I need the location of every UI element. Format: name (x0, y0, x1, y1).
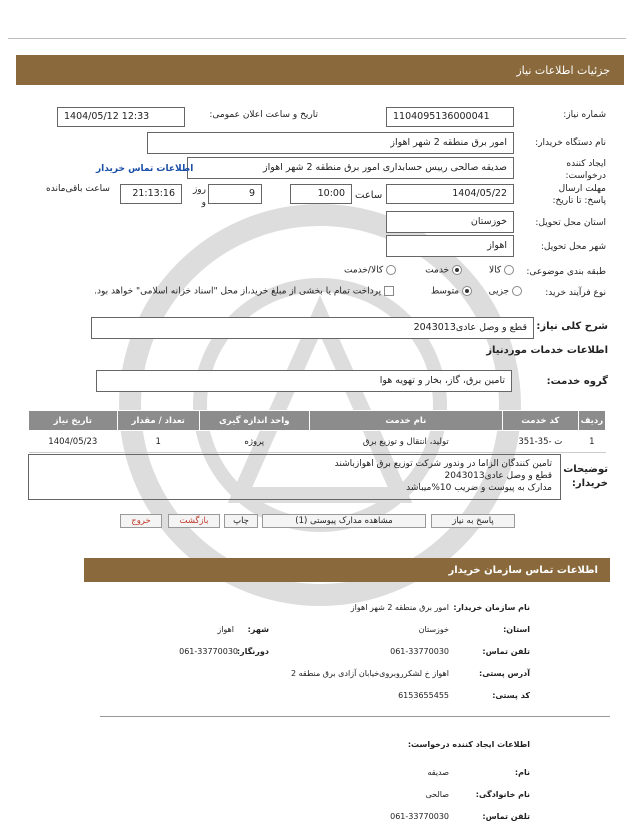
contact-postal-value: 6153655455 (398, 691, 449, 700)
table-header-row (29, 411, 606, 431)
summary-label: شرح کلی نیاز: (536, 321, 608, 332)
contact-divider (100, 716, 610, 717)
contact-fax-label: دورنگار: (236, 647, 269, 656)
col-service-name: نام خدمت (309, 411, 502, 431)
contact-phone-label: تلفن تماس: (482, 647, 530, 656)
view-attachments-button[interactable]: مشاهده مدارک پیوستی (1) (262, 514, 426, 528)
creator-info-title: اطلاعات ایجاد کننده درخواست: (407, 740, 530, 749)
category-label: طبقه بندی موضوعی: (526, 267, 606, 277)
deadline-time-field: 10:00 (290, 184, 352, 204)
province-label: استان محل تحویل: (535, 218, 606, 228)
contact-city-value: اهواز (217, 625, 234, 634)
cell-unit: پروژه (199, 431, 309, 453)
days-field: 9 (208, 184, 262, 204)
buyer-note-line: قطع و وصل عادی2043013 (444, 471, 552, 481)
contact-section-header (84, 558, 610, 582)
need-number-field: 1104095136000041 (386, 107, 514, 127)
contact-section-title: اطلاعات تماس سازمان خریدار (448, 565, 598, 576)
days-label: روز و (192, 185, 206, 208)
radio-icon (504, 265, 514, 275)
deadline-date-field: 1404/05/22 (386, 184, 514, 204)
category-option-service[interactable]: خدمت (425, 265, 462, 276)
contact-address-value: اهواز خ لشکرروبروی‌خیابان آزادی برق منطقه 2 (291, 669, 449, 678)
deadline-time-label: ساعت (355, 190, 383, 201)
buyer-notes-box (28, 454, 561, 500)
services-table (28, 410, 606, 453)
contact-address-label: آدرس پستی: (479, 669, 530, 678)
process-label: نوع فرآیند خرید: (545, 288, 606, 298)
radio-icon (512, 286, 522, 296)
city-field: اهواز (386, 235, 514, 257)
buyer-field: امور برق منطقه 2 شهر اهواز (147, 132, 514, 154)
announce-field: 1404/05/12 12:33 (57, 107, 185, 127)
deadline-label: مهلت ارسال پاسخ: تا تاریخ: (552, 184, 606, 206)
print-button[interactable]: چاپ (224, 514, 258, 528)
need-number-label: شماره نیاز: (563, 110, 606, 120)
checkbox-icon (384, 286, 394, 296)
contact-phone-value: 061-33770030 (390, 647, 449, 656)
creator-family-value: صالحی (425, 790, 449, 799)
top-divider (8, 38, 626, 39)
announce-label: تاریخ و ساعت اعلان عمومی: (209, 110, 318, 120)
contact-city-label: شهر: (247, 625, 269, 634)
col-service-code: کد خدمت (502, 411, 578, 431)
process-option-minor[interactable]: جزیی (489, 286, 522, 297)
contact-province-value: خوزستان (418, 625, 449, 634)
col-need-date: تاریخ نیاز (29, 411, 118, 431)
buyer-note-line: تامین کنندگان الزاما در وندور شرکت توزیع برق اهوازباشند (334, 459, 552, 469)
exit-button[interactable]: خروج (120, 514, 162, 528)
watermark-logo (40, 195, 600, 615)
reply-button[interactable]: پاسخ به نیاز (431, 514, 515, 528)
back-button[interactable]: بازگشت (168, 514, 220, 528)
service-group-label: گروه خدمت: (546, 376, 608, 387)
cell-row: 1 (578, 431, 605, 453)
creator-label: ایجاد کننده درخواست: (565, 159, 606, 181)
buyer-label: نام دستگاه خریدار: (535, 138, 606, 148)
creator-family-label: نام خانوادگی: (475, 790, 530, 799)
summary-field: قطع و وصل عادی2043013 (91, 317, 534, 339)
process-option-medium[interactable]: متوسط (431, 286, 472, 297)
remaining-time-field: 21:13:16 (120, 184, 182, 204)
table-row (29, 431, 606, 453)
buyer-notes-label: توضیحات خریدار: (563, 464, 608, 489)
radio-icon (386, 265, 396, 275)
cell-quantity: 1 (117, 431, 199, 453)
contact-postal-label: کد پستی: (492, 691, 530, 700)
remaining-label: ساعت باقی‌مانده (46, 184, 110, 194)
category-option-goods[interactable]: کالا (489, 265, 514, 276)
contact-info-link[interactable]: اطلاعات تماس خریدار (96, 164, 194, 174)
page-title: جزئیات اطلاعات نیاز (516, 64, 610, 77)
contact-province-label: استان: (503, 625, 530, 634)
city-label: شهر محل تحویل: (540, 242, 606, 252)
category-option-goods-service[interactable]: کالا/خدمت (344, 265, 396, 276)
cell-need-date: 1404/05/23 (29, 431, 118, 453)
creator-phone-label: تلفن تماس: (482, 812, 530, 821)
creator-name-value: صدیقه (427, 768, 449, 777)
contact-org-label: نام سازمان خریدار: (453, 603, 530, 612)
page-header (16, 55, 624, 85)
province-field: خوزستان (386, 211, 514, 233)
col-quantity: تعداد / مقدار (117, 411, 199, 431)
creator-name-label: نام: (514, 768, 530, 777)
col-row: ردیف (578, 411, 605, 431)
creator-phone-value: 061-33770030 (390, 812, 449, 821)
contact-org-value: امور برق منطقه 2 شهر اهواز (350, 603, 449, 612)
col-unit: واحد اندازه گیری (199, 411, 309, 431)
creator-field: صدیقه صالحی رییس حسابداری امور برق منطقه 2 شهر اهواز (187, 157, 514, 179)
radio-selected-icon (452, 265, 462, 275)
buyer-note-line: مدارک به پیوست و ضریب 10%میباشد (406, 483, 552, 493)
payment-note[interactable]: پرداخت تمام یا بخشی از مبلغ خرید،از محل "اسناد خزانه اسلامی" خواهد بود. (94, 286, 394, 297)
contact-fax-value: 061-33770030 (179, 647, 238, 656)
services-title: اطلاعات خدمات موردنیاز (486, 345, 608, 356)
service-group-field: تامین برق، گاز، بخار و تهویه هوا (96, 370, 512, 392)
cell-service-code: ت -35-351 (502, 431, 578, 453)
radio-selected-icon (462, 286, 472, 296)
cell-service-name: تولید، انتقال و توزیع برق (309, 431, 502, 453)
